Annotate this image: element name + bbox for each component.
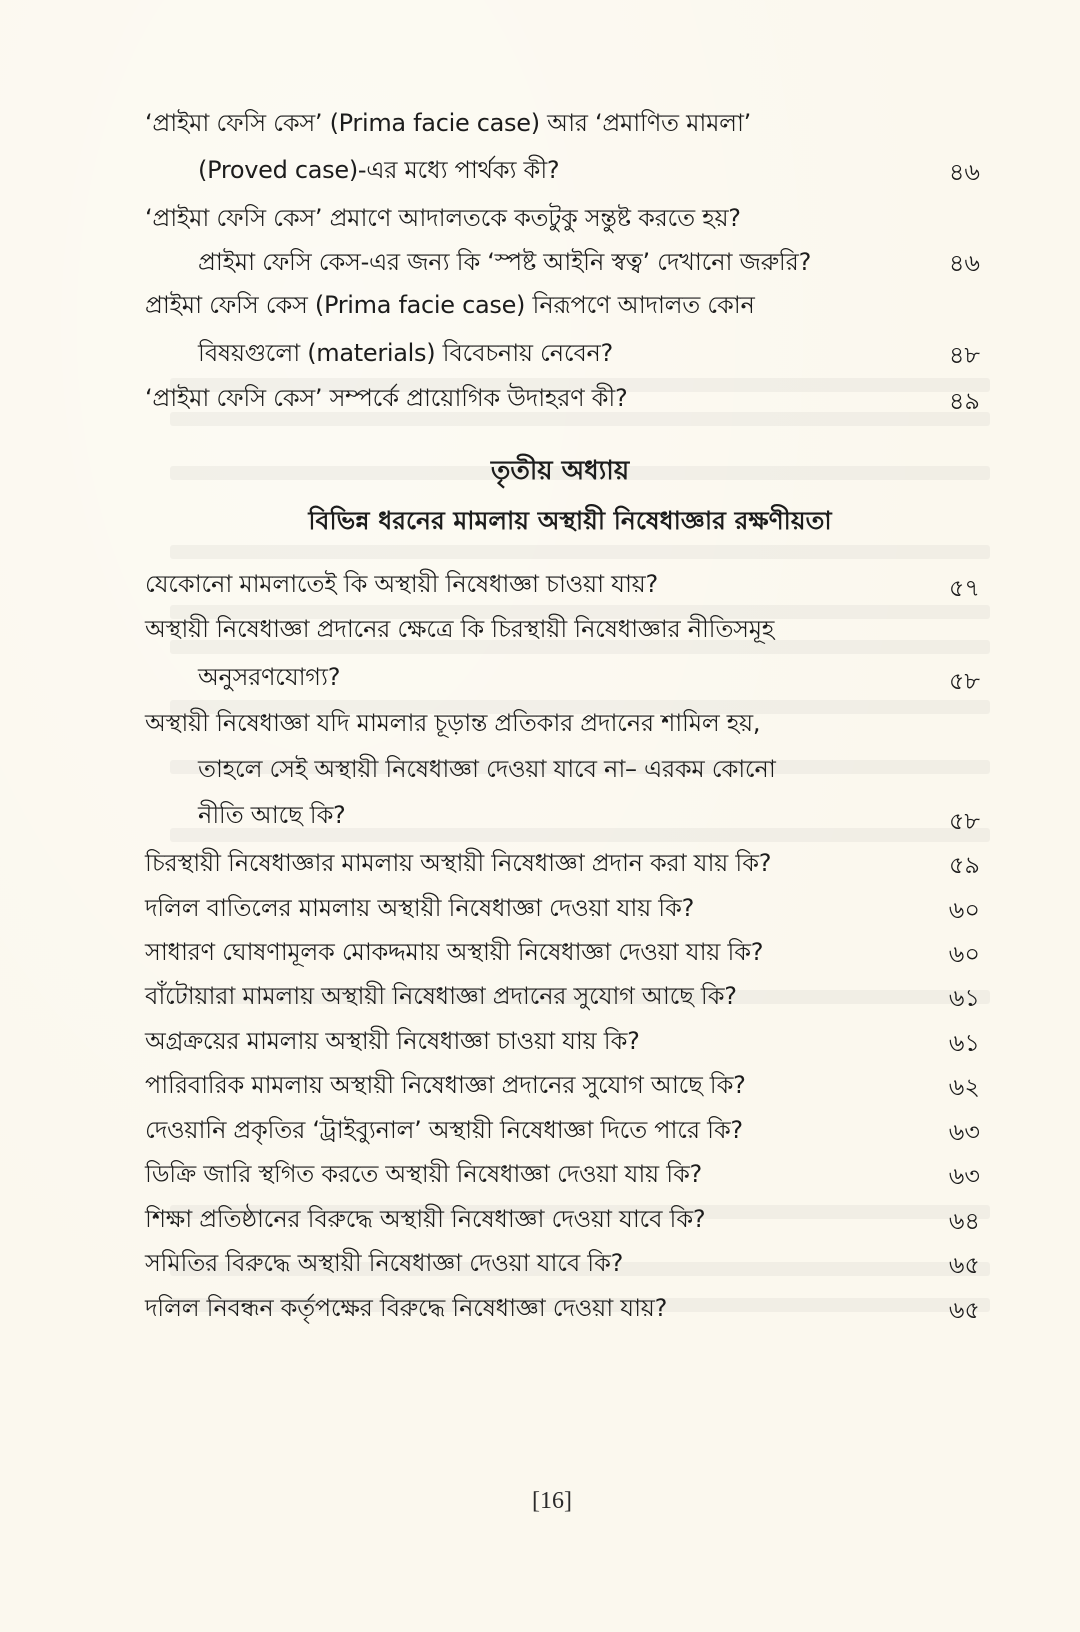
toc-entry (145, 893, 980, 929)
toc-entry-line: যেকোনো মামলাতেই কি অস্থায়ী নিষেধাজ্ঞা চাওয়া যায়? (145, 570, 658, 598)
toc-entry-line: শিক্ষা প্রতিষ্ঠানের বিরুদ্ধে অস্থায়ী নিষেধাজ্ঞা দেওয়া যাবে কি? (145, 1205, 706, 1233)
toc-entry-line: ডিক্রি জারি স্থগিত করতে অস্থায়ী নিষেধাজ্ঞা দেওয়া যায় কি? (145, 1160, 702, 1188)
toc-page-number: ৫৭ (948, 574, 980, 602)
toc-entry-line: ‘প্রাইমা ফেসি কেস’ সম্পর্কে প্রায়োগিক উদাহরণ কী? (145, 384, 628, 412)
toc-entry (145, 981, 980, 1017)
toc-entry-line: অনুসরণযোগ্য? (198, 663, 341, 691)
chapter-title: তৃতীয় অধ্যায় (490, 456, 630, 486)
toc-entry-line: অস্থায়ী নিষেধাজ্ঞা যদি মামলার চূড়ান্ত প্রতিকার প্রদানের শামিল হয়, (145, 709, 761, 737)
toc-page-number: ৬৫ (948, 1296, 980, 1324)
toc-page-number: ৬০ (948, 896, 980, 924)
toc-page-number: ৬১ (948, 1029, 980, 1057)
toc-page-number: ৪৯ (948, 387, 980, 415)
toc-entry (145, 1293, 980, 1329)
toc-page-number: ৬৫ (948, 1251, 980, 1279)
page-folio: [16] (532, 1488, 572, 1514)
toc-entry-line: দলিল নিবন্ধন কর্তৃপক্ষের বিরুদ্ধে নিষেধাজ্ঞা দেওয়া যায়? (145, 1294, 668, 1322)
toc-entry-line: তাহলে সেই অস্থায়ী নিষেধাজ্ঞা দেওয়া যাবে না– এরকম কোনো (198, 755, 776, 783)
toc-page-number: ৬২ (948, 1073, 980, 1101)
toc-entry-line: দলিল বাতিলের মামলায় অস্থায়ী নিষেধাজ্ঞা দেওয়া যায় কি? (145, 894, 695, 922)
toc-entry-line: সমিতির বিরুদ্ধে অস্থায়ী নিষেধাজ্ঞা দেওয়া যাবে কি? (145, 1249, 624, 1277)
toc-entry-line: পারিবারিক মামলায় অস্থায়ী নিষেধাজ্ঞা প্রদানের সুযোগ আছে কি? (145, 1071, 746, 1099)
toc-entry-line: সাধারণ ঘোষণামূলক মোকদ্দমায় অস্থায়ী নিষেধাজ্ঞা দেওয়া যায় কি? (145, 938, 764, 966)
toc-entry (145, 383, 980, 419)
toc-entry (145, 1248, 980, 1284)
toc-entry-line: অগ্রক্রয়ের মামলায় অস্থায়ী নিষেধাজ্ঞা চাওয়া যায় কি? (145, 1027, 640, 1055)
toc-page-number: ৪৮ (948, 341, 980, 369)
toc-entry (145, 1070, 980, 1106)
toc-entry (145, 1026, 980, 1062)
toc-entry (145, 848, 980, 884)
toc-page-number: ৫৯ (948, 851, 980, 879)
toc-entry (145, 203, 980, 283)
toc-entry-line: প্রাইমা ফেসি কেস-এর জন্য কি ‘স্পষ্ট আইনি স্বত্ব’ দেখানো জরুরি? (198, 248, 812, 276)
toc-entry (145, 708, 980, 838)
toc-page-number: ৬৩ (948, 1118, 980, 1146)
toc-entry-line: অস্থায়ী নিষেধাজ্ঞা প্রদানের ক্ষেত্রে কি চিরস্থায়ী নিষেধাজ্ঞার নীতিসমূহ (145, 615, 775, 643)
bleed-through (170, 545, 990, 559)
toc-page-number: ৬৩ (948, 1162, 980, 1190)
toc-entry-line: (Proved case)-এর মধ্যে পার্থক্য কী? (198, 156, 560, 184)
toc-page-number: ৪৬ (948, 158, 980, 186)
toc-entry-line: বাঁটোয়ারা মামলায় অস্থায়ী নিষেধাজ্ঞা প্রদানের সুযোগ আছে কি? (145, 982, 737, 1010)
toc-page-number: ৬১ (948, 984, 980, 1012)
toc-entry-line: নীতি আছে কি? (198, 801, 346, 829)
toc-entry (145, 937, 980, 973)
toc-entry (145, 108, 980, 188)
toc-entry (145, 290, 980, 370)
toc-entry-line: চিরস্থায়ী নিষেধাজ্ঞার মামলায় অস্থায়ী নিষেধাজ্ঞা প্রদান করা যায় কি? (145, 849, 772, 877)
toc-page-number: ৪৬ (948, 249, 980, 277)
toc-entry (145, 1204, 980, 1240)
toc-entry (145, 569, 980, 605)
toc-entry-line: প্রাইমা ফেসি কেস (Prima facie case) নিরূপণে আদালত কোন (145, 291, 755, 319)
toc-entry-line: ‘প্রাইমা ফেসি কেস’ প্রমাণে আদালতকে কতটুকু সন্তুষ্ট করতে হয়? (145, 204, 741, 232)
toc-page-number: ৫৮ (948, 667, 980, 695)
toc-page-number: ৫৮ (948, 807, 980, 835)
toc-entry-line: ‘প্রাইমা ফেসি কেস’ (Prima facie case) আর ‘প্রমাণিত মামলা’ (145, 109, 751, 137)
chapter-subtitle: বিভিন্ন ধরনের মামলায় অস্থায়ী নিষেধাজ্ঞার রক্ষণীয়তা (308, 506, 832, 535)
toc-entry (145, 614, 980, 694)
toc-entry-line: দেওয়ানি প্রকৃতির ‘ট্রাইব্যুনাল’ অস্থায়ী নিষেধাজ্ঞা দিতে পারে কি? (145, 1116, 743, 1144)
toc-entry-line: বিষয়গুলো (materials) বিবেচনায় নেবেন? (198, 339, 613, 367)
toc-entry (145, 1159, 980, 1195)
toc-page-number: ৬৪ (948, 1207, 980, 1235)
toc-entry (145, 1115, 980, 1151)
toc-page-number: ৬০ (948, 940, 980, 968)
